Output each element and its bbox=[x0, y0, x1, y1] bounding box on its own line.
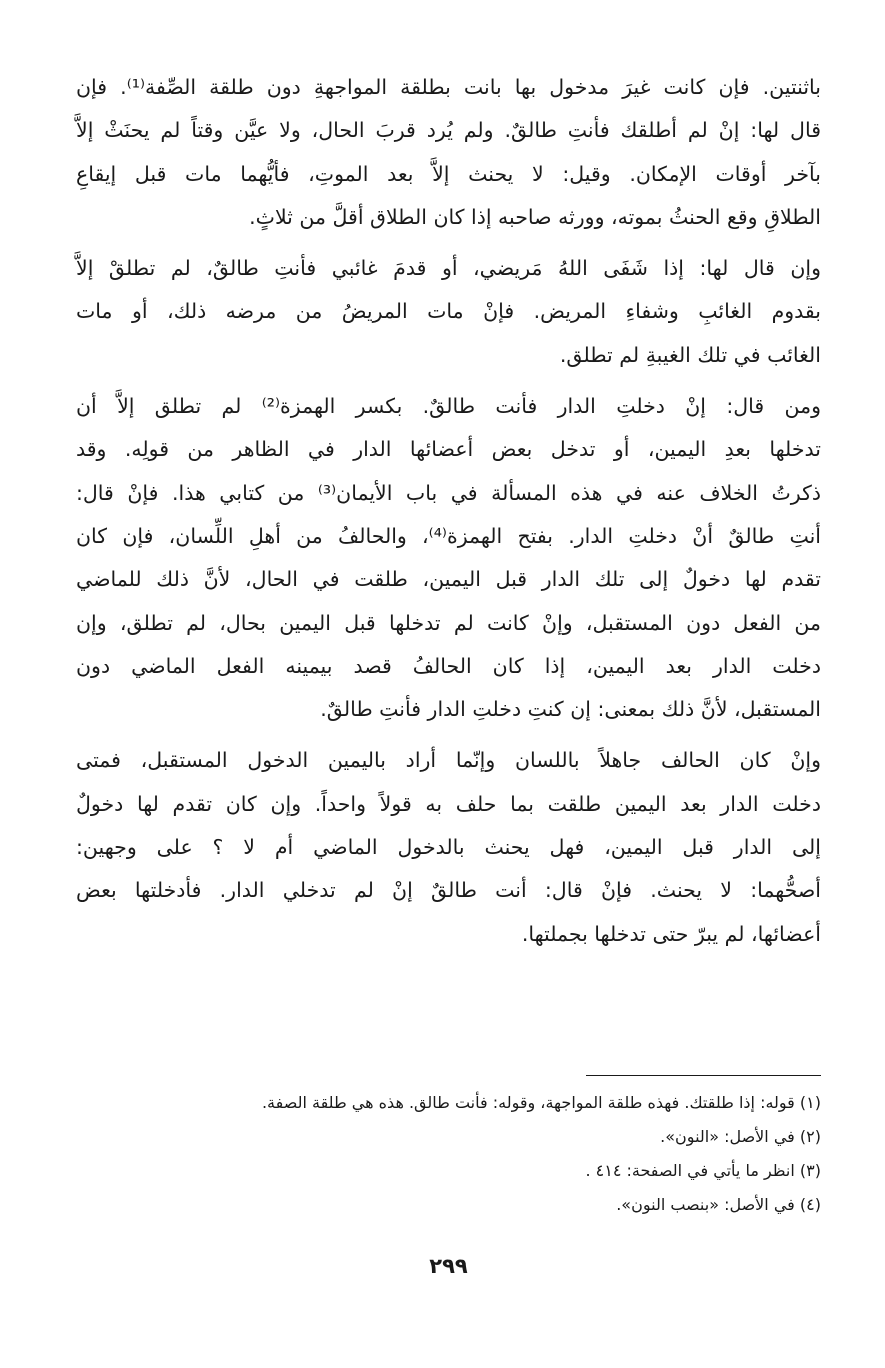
text-line: وإنْ كان الحالف جاهلاً باللسان وإنّما أراد باليمين الدخول المستقبل، فمتى bbox=[76, 748, 821, 773]
footnote-3: (٣) انظر ما يأتي في الصفحة: ٤١٤ . bbox=[585, 1161, 821, 1180]
paragraph-1 bbox=[76, 66, 821, 239]
page bbox=[76, 66, 822, 1278]
text-line: دخلت الدار بعد اليمين طلقت بما حلف به قولاً واحداً. وإن كان تقدم لها دخولٌ bbox=[76, 791, 821, 816]
text-line: بقدوم الغائبِ وشفاءِ المريض. فإنْ مات المريضُ من مرضه ذلك، أو مات bbox=[76, 299, 821, 324]
paragraph-4 bbox=[76, 739, 821, 955]
footnote-4: (٤) في الأصل: «بنصب النون». bbox=[616, 1195, 821, 1214]
text-line: تدخلها بعدِ اليمين، أو تدخل بعض أعضائها الدار في الظاهر من قولِه. وقد bbox=[76, 437, 821, 462]
text-line: تقدم لها دخولٌ إلى تلك الدار قبل اليمين، طلقت في الحال، لأنَّ ذلك للماضي bbox=[76, 567, 821, 592]
footnote-1: (١) قوله: إذا طلقتك. فهذه طلقة المواجهة، وقوله: فأنت طالق. هذه هي طلقة الصفة. bbox=[261, 1093, 821, 1112]
text-line: الغائب في تلك الغيبةِ لم تطلق. bbox=[559, 342, 821, 367]
paragraph-3 bbox=[76, 385, 821, 731]
text-line: ومن قال: إنْ دخلتِ الدار فأنت طالقٌ. بكسر الهمزة⁽²⁾ لم تطلق إلاَّ أن bbox=[76, 394, 821, 419]
footnote-2: (٢) في الأصل: «النون». bbox=[660, 1127, 821, 1146]
page-number: ٢٩٩ bbox=[429, 1254, 468, 1278]
text-line: بآخر أوقات الإمكان. وقيل: لا يحنث إلاَّ بعد الموتِ، فأيُّهما مات قبل إيقاعِ bbox=[76, 161, 821, 186]
text-line: قال لها: إنْ لم أطلقك فأنتِ طالقٌ. ولم يُرد قربَ الحال، ولا عيَّن وقتاً لم يحنَثْ إلاَّ bbox=[76, 118, 821, 143]
text-line: دخلت الدار بعد اليمين، إذا كان الحالفُ قصد بيمينه الفعل الماضي دون bbox=[76, 653, 821, 678]
body-text bbox=[76, 66, 821, 956]
paragraph-2 bbox=[76, 247, 821, 377]
text-line: ذكرتُ الخلاف عنه في هذه المسألة في باب الأيمان⁽³⁾ من كتابي هذا. فإنْ قال: bbox=[76, 480, 822, 505]
text-line: أنتِ طالقٌ أنْ دخلتِ الدار. بفتح الهمزة⁽⁴⁾، والحالفُ من أهلِ اللِّسان، فإن كان bbox=[76, 523, 822, 548]
text-line: باثنتين. فإن كانت غيرَ مدخول بها بانت بطلقة المواجهةِ دون طلقة الصِّفة⁽¹⁾. فإن bbox=[76, 75, 821, 99]
text-line: من الفعل دون المستقبل، وإنْ كانت لم تدخلها قبل اليمين بحال، لم تطلق، وإن bbox=[76, 610, 821, 635]
footnotes bbox=[76, 1086, 821, 1222]
text-line: أعضائها، لم يبرّ حتى تدخلها بجملتها. bbox=[521, 921, 821, 946]
text-line: الطلاقِ وقع الحنثُ بموته، وورثه صاحبه إذا كان الطلاق أقلَّ من ثلاثٍ. bbox=[249, 204, 821, 229]
text-line: إلى الدار قبل اليمين، فهل يحنث بالدخول الماضي أم لا ؟ على وجهين: bbox=[76, 835, 821, 860]
text-line: وإن قال لها: إذا شَفَى اللهُ مَريضي، أو قدمَ غائبي فأنتِ طالقٌ، لم تطلقْ إلاَّ bbox=[76, 256, 821, 281]
text-line: أصحُّهما: لا يحنث. فإنْ قال: أنت طالقٌ إنْ لم تدخلي الدار. فأدخلتها بعض bbox=[76, 878, 821, 903]
footnote-divider bbox=[586, 1075, 821, 1076]
text-line: المستقبل، لأنَّ ذلك بمعنى: إن كنتِ دخلتِ الدار فأنتِ طالقٌ. bbox=[320, 697, 821, 722]
